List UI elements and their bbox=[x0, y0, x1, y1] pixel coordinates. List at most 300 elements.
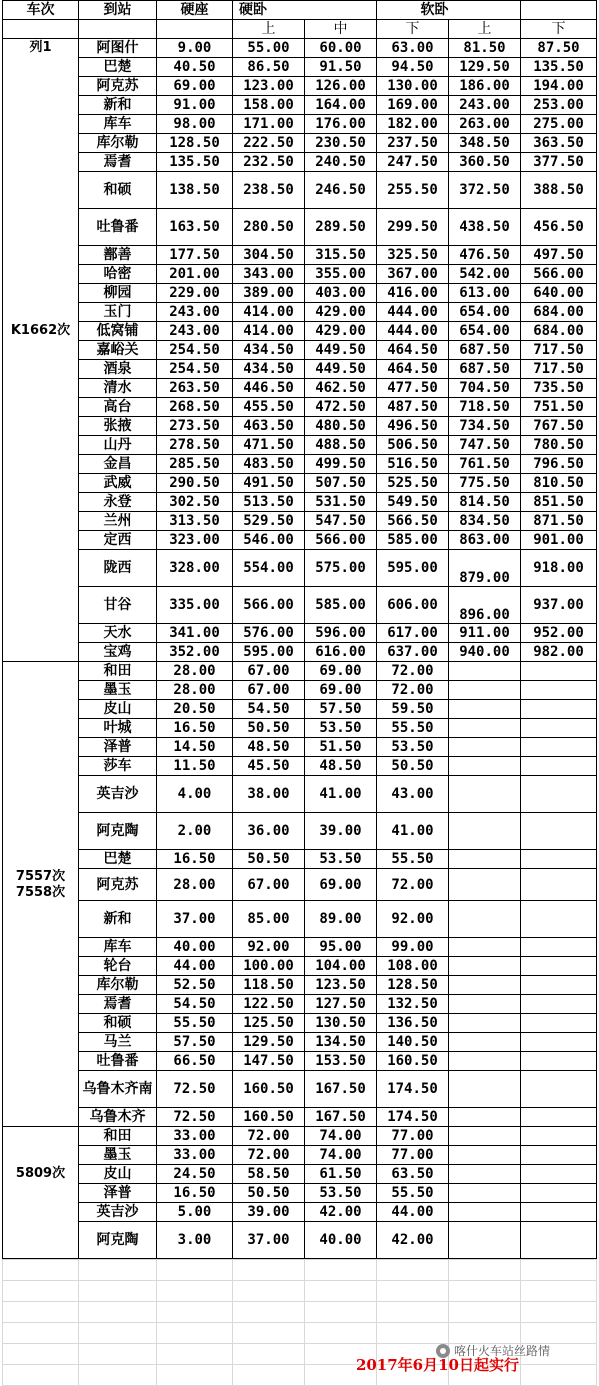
hard-middle-fare: 130.50 bbox=[305, 1014, 377, 1033]
train-cell bbox=[3, 901, 79, 938]
station-name: 墨玉 bbox=[79, 681, 157, 700]
hard-middle-fare: 42.00 bbox=[305, 1203, 377, 1222]
soft-lower-fare: 717.50 bbox=[521, 341, 597, 360]
station-name: 泽普 bbox=[79, 1184, 157, 1203]
hard-upper-fare: 566.00 bbox=[233, 587, 305, 624]
soft-lower-fare bbox=[521, 995, 597, 1014]
table-row bbox=[3, 303, 597, 322]
station-name: 玉门 bbox=[79, 303, 157, 322]
empty-cell bbox=[377, 1323, 449, 1344]
soft-lower-fare bbox=[521, 976, 597, 995]
train-cell bbox=[3, 455, 79, 474]
hard-upper-fare: 50.50 bbox=[233, 850, 305, 869]
empty-cell bbox=[305, 1302, 377, 1323]
station-name: 宝鸡 bbox=[79, 643, 157, 662]
station-name: 柳园 bbox=[79, 284, 157, 303]
hard-middle-fare: 575.00 bbox=[305, 550, 377, 587]
soft-lower-fare: 937.00 bbox=[521, 587, 597, 624]
station-name: 莎车 bbox=[79, 757, 157, 776]
train-cell bbox=[3, 1033, 79, 1052]
table-row bbox=[3, 976, 597, 995]
hard-seat-fare: 302.50 bbox=[157, 493, 233, 512]
hard-seat-fare: 341.00 bbox=[157, 624, 233, 643]
soft-upper-fare bbox=[449, 1108, 521, 1127]
hard-lower-fare: 255.50 bbox=[377, 172, 449, 209]
soft-upper-fare: 896.00 bbox=[449, 587, 521, 624]
hard-seat-fare: 57.50 bbox=[157, 1033, 233, 1052]
soft-lower-fare: 684.00 bbox=[521, 303, 597, 322]
empty-cell bbox=[521, 1323, 597, 1344]
hard-seat-fare: 37.00 bbox=[157, 901, 233, 938]
empty-cell bbox=[233, 1302, 305, 1323]
hard-upper-fare: 147.50 bbox=[233, 1052, 305, 1071]
hard-lower-fare: 182.00 bbox=[377, 115, 449, 134]
soft-lower-fare: 735.50 bbox=[521, 379, 597, 398]
hard-lower-fare: 50.50 bbox=[377, 757, 449, 776]
soft-lower-fare bbox=[521, 1165, 597, 1184]
soft-upper-fare: 654.00 bbox=[449, 322, 521, 341]
soft-upper-fare: 438.50 bbox=[449, 209, 521, 246]
hard-upper-fare: 92.00 bbox=[233, 938, 305, 957]
hard-lower-fare: 487.50 bbox=[377, 398, 449, 417]
table-row bbox=[3, 738, 597, 757]
hard-lower-fare: 506.50 bbox=[377, 436, 449, 455]
hard-seat-fare: 98.00 bbox=[157, 115, 233, 134]
hard-middle-fare: 499.50 bbox=[305, 455, 377, 474]
hard-lower-fare: 595.00 bbox=[377, 550, 449, 587]
hard-seat-fare: 20.50 bbox=[157, 700, 233, 719]
table-row bbox=[3, 813, 597, 850]
empty-cell bbox=[233, 1323, 305, 1344]
hard-middle-fare: 616.00 bbox=[305, 643, 377, 662]
soft-lower-fare bbox=[521, 813, 597, 850]
soft-lower-fare bbox=[521, 776, 597, 813]
empty-cell bbox=[305, 1281, 377, 1302]
hard-seat-fare: 128.50 bbox=[157, 134, 233, 153]
station-name: 库车 bbox=[79, 115, 157, 134]
header-hard-seat: 硬座 bbox=[157, 1, 233, 20]
train-cell bbox=[3, 115, 79, 134]
station-name: 兰州 bbox=[79, 512, 157, 531]
empty-cell bbox=[157, 1302, 233, 1323]
hard-upper-fare: 434.50 bbox=[233, 341, 305, 360]
station-name: 低窝铺 bbox=[79, 322, 157, 341]
hard-seat-fare: 135.50 bbox=[157, 153, 233, 172]
hard-seat-fare: 254.50 bbox=[157, 341, 233, 360]
soft-lower-fare: 717.50 bbox=[521, 360, 597, 379]
station-name: 和田 bbox=[79, 1127, 157, 1146]
station-name: 英吉沙 bbox=[79, 1203, 157, 1222]
soft-lower-fare bbox=[521, 1222, 597, 1259]
hard-lower-fare: 77.00 bbox=[377, 1146, 449, 1165]
hard-seat-fare: 40.00 bbox=[157, 938, 233, 957]
soft-lower-fare: 135.50 bbox=[521, 58, 597, 77]
table-row bbox=[3, 995, 597, 1014]
soft-lower-fare: 253.00 bbox=[521, 96, 597, 115]
table-row bbox=[3, 115, 597, 134]
station-name: 高台 bbox=[79, 398, 157, 417]
soft-upper-fare bbox=[449, 869, 521, 901]
header-soft-upper: 上 bbox=[449, 20, 521, 39]
table-row bbox=[3, 662, 597, 681]
station-name: 金昌 bbox=[79, 455, 157, 474]
hard-lower-fare: 237.50 bbox=[377, 134, 449, 153]
hard-upper-fare: 48.50 bbox=[233, 738, 305, 757]
soft-upper-fare: 186.00 bbox=[449, 77, 521, 96]
table-row bbox=[3, 284, 597, 303]
station-name: 和硕 bbox=[79, 1014, 157, 1033]
soft-lower-fare bbox=[521, 1033, 597, 1052]
hard-lower-fare: 77.00 bbox=[377, 1127, 449, 1146]
train-cell bbox=[3, 1146, 79, 1165]
station-name: 清水 bbox=[79, 379, 157, 398]
soft-lower-fare: 275.00 bbox=[521, 115, 597, 134]
hard-seat-fare: 290.50 bbox=[157, 474, 233, 493]
hard-upper-fare: 389.00 bbox=[233, 284, 305, 303]
hard-seat-fare: 5.00 bbox=[157, 1203, 233, 1222]
station-name: 焉耆 bbox=[79, 995, 157, 1014]
hard-lower-fare: 72.00 bbox=[377, 681, 449, 700]
soft-upper-fare: 718.50 bbox=[449, 398, 521, 417]
empty-cell bbox=[157, 1344, 233, 1365]
hard-upper-fare: 232.50 bbox=[233, 153, 305, 172]
train-cell bbox=[3, 398, 79, 417]
hard-middle-fare: 164.00 bbox=[305, 96, 377, 115]
hard-lower-fare: 44.00 bbox=[377, 1203, 449, 1222]
hard-seat-fare: 335.00 bbox=[157, 587, 233, 624]
table-row bbox=[3, 719, 597, 738]
train-cell bbox=[3, 776, 79, 813]
empty-cell bbox=[79, 1260, 157, 1281]
hard-lower-fare: 63.00 bbox=[377, 39, 449, 58]
header-blank bbox=[3, 20, 79, 39]
hard-upper-fare: 67.00 bbox=[233, 869, 305, 901]
table-row bbox=[3, 39, 597, 58]
soft-lower-fare bbox=[521, 662, 597, 681]
hard-middle-fare: 60.00 bbox=[305, 39, 377, 58]
soft-lower-fare: 982.00 bbox=[521, 643, 597, 662]
soft-lower-fare: 751.50 bbox=[521, 398, 597, 417]
hard-lower-fare: 140.50 bbox=[377, 1033, 449, 1052]
header-blank bbox=[449, 1, 521, 20]
table-row bbox=[3, 901, 597, 938]
hard-lower-fare: 325.50 bbox=[377, 246, 449, 265]
header-row-1 bbox=[3, 1, 597, 20]
train-cell bbox=[3, 1071, 79, 1108]
hard-seat-fare: 268.50 bbox=[157, 398, 233, 417]
header-blank bbox=[305, 1, 377, 20]
soft-lower-fare: 952.00 bbox=[521, 624, 597, 643]
hard-upper-fare: 50.50 bbox=[233, 1184, 305, 1203]
hard-lower-fare: 416.00 bbox=[377, 284, 449, 303]
hard-upper-fare: 158.00 bbox=[233, 96, 305, 115]
train-cell bbox=[3, 550, 79, 587]
soft-upper-fare bbox=[449, 1127, 521, 1146]
table-row bbox=[3, 512, 597, 531]
hard-upper-fare: 171.00 bbox=[233, 115, 305, 134]
hard-seat-fare: 278.50 bbox=[157, 436, 233, 455]
soft-lower-fare bbox=[521, 1014, 597, 1033]
soft-lower-fare bbox=[521, 1146, 597, 1165]
hard-seat-fare: 177.50 bbox=[157, 246, 233, 265]
hard-upper-fare: 100.00 bbox=[233, 957, 305, 976]
train-cell bbox=[3, 757, 79, 776]
station-name: 库车 bbox=[79, 938, 157, 957]
station-name: 阿克苏 bbox=[79, 869, 157, 901]
soft-upper-fare: 734.50 bbox=[449, 417, 521, 436]
hard-middle-fare: 134.50 bbox=[305, 1033, 377, 1052]
station-name: 乌鲁木齐南 bbox=[79, 1071, 157, 1108]
train-cell bbox=[3, 1127, 79, 1146]
header-lower: 下 bbox=[377, 20, 449, 39]
hard-seat-fare: 201.00 bbox=[157, 265, 233, 284]
station-name: 新和 bbox=[79, 96, 157, 115]
hard-lower-fare: 169.00 bbox=[377, 96, 449, 115]
table-row bbox=[3, 700, 597, 719]
hard-seat-fare: 313.50 bbox=[157, 512, 233, 531]
hard-upper-fare: 160.50 bbox=[233, 1108, 305, 1127]
hard-upper-fare: 45.50 bbox=[233, 757, 305, 776]
empty-cell bbox=[521, 1365, 597, 1386]
header-blank bbox=[79, 20, 157, 39]
station-name: 鄯善 bbox=[79, 246, 157, 265]
soft-upper-fare: 863.00 bbox=[449, 531, 521, 550]
hard-seat-fare: 28.00 bbox=[157, 662, 233, 681]
empty-cell bbox=[521, 1260, 597, 1281]
table-row bbox=[3, 246, 597, 265]
soft-lower-fare: 871.50 bbox=[521, 512, 597, 531]
table-row bbox=[3, 938, 597, 957]
train-cell bbox=[3, 153, 79, 172]
hard-lower-fare: 160.50 bbox=[377, 1052, 449, 1071]
empty-cell bbox=[377, 1260, 449, 1281]
train-cell bbox=[3, 1014, 79, 1033]
hard-middle-fare: 230.50 bbox=[305, 134, 377, 153]
station-name: 阿克陶 bbox=[79, 813, 157, 850]
empty-cell bbox=[233, 1365, 305, 1386]
hard-upper-fare: 546.00 bbox=[233, 531, 305, 550]
empty-cell bbox=[157, 1281, 233, 1302]
empty-cell bbox=[233, 1344, 305, 1365]
station-name: 阿克陶 bbox=[79, 1222, 157, 1259]
train-cell bbox=[3, 96, 79, 115]
soft-upper-fare: 775.50 bbox=[449, 474, 521, 493]
soft-upper-fare: 348.50 bbox=[449, 134, 521, 153]
soft-upper-fare bbox=[449, 1033, 521, 1052]
soft-lower-fare bbox=[521, 1052, 597, 1071]
soft-lower-fare: 194.00 bbox=[521, 77, 597, 96]
fare-table bbox=[2, 0, 597, 1259]
table-row bbox=[3, 957, 597, 976]
hard-lower-fare: 247.50 bbox=[377, 153, 449, 172]
soft-lower-fare bbox=[521, 1071, 597, 1108]
soft-lower-fare: 388.50 bbox=[521, 172, 597, 209]
soft-upper-fare: 476.50 bbox=[449, 246, 521, 265]
soft-upper-fare: 940.00 bbox=[449, 643, 521, 662]
hard-lower-fare: 94.50 bbox=[377, 58, 449, 77]
hard-lower-fare: 496.50 bbox=[377, 417, 449, 436]
hard-middle-fare: 240.50 bbox=[305, 153, 377, 172]
hard-upper-fare: 86.50 bbox=[233, 58, 305, 77]
table-row bbox=[3, 153, 597, 172]
hard-lower-fare: 464.50 bbox=[377, 360, 449, 379]
hard-lower-fare: 41.00 bbox=[377, 813, 449, 850]
hard-upper-fare: 54.50 bbox=[233, 700, 305, 719]
hard-upper-fare: 513.50 bbox=[233, 493, 305, 512]
train-cell bbox=[3, 417, 79, 436]
soft-lower-fare: 780.50 bbox=[521, 436, 597, 455]
soft-upper-fare: 687.50 bbox=[449, 341, 521, 360]
hard-seat-fare: 16.50 bbox=[157, 719, 233, 738]
hard-lower-fare: 72.00 bbox=[377, 662, 449, 681]
hard-lower-fare: 55.50 bbox=[377, 850, 449, 869]
hard-lower-fare: 606.00 bbox=[377, 587, 449, 624]
hard-lower-fare: 130.00 bbox=[377, 77, 449, 96]
station-name: 泽普 bbox=[79, 738, 157, 757]
hard-seat-fare: 72.50 bbox=[157, 1071, 233, 1108]
hard-lower-fare: 59.50 bbox=[377, 700, 449, 719]
table-row bbox=[3, 1165, 597, 1184]
soft-lower-fare bbox=[521, 938, 597, 957]
soft-upper-fare bbox=[449, 938, 521, 957]
watermark-text: 喀什火车站丝路情 bbox=[454, 1344, 551, 1358]
table-row bbox=[3, 1052, 597, 1071]
soft-lower-fare bbox=[521, 1184, 597, 1203]
hard-lower-fare: 132.50 bbox=[377, 995, 449, 1014]
soft-upper-fare bbox=[449, 776, 521, 813]
hard-lower-fare: 516.50 bbox=[377, 455, 449, 474]
empty-cell bbox=[449, 1260, 521, 1281]
hard-lower-fare: 444.00 bbox=[377, 322, 449, 341]
soft-lower-fare bbox=[521, 1203, 597, 1222]
hard-upper-fare: 122.50 bbox=[233, 995, 305, 1014]
soft-upper-fare bbox=[449, 957, 521, 976]
table-row bbox=[3, 624, 597, 643]
station-name: 武威 bbox=[79, 474, 157, 493]
hard-upper-fare: 85.00 bbox=[233, 901, 305, 938]
train-cell bbox=[3, 284, 79, 303]
soft-upper-fare bbox=[449, 681, 521, 700]
train-cell bbox=[3, 662, 79, 681]
hard-upper-fare: 483.50 bbox=[233, 455, 305, 474]
hard-seat-fare: 33.00 bbox=[157, 1146, 233, 1165]
hard-seat-fare: 229.00 bbox=[157, 284, 233, 303]
station-name: 吐鲁番 bbox=[79, 1052, 157, 1071]
soft-upper-fare bbox=[449, 757, 521, 776]
hard-upper-fare: 576.00 bbox=[233, 624, 305, 643]
table-row bbox=[3, 398, 597, 417]
soft-upper-fare bbox=[449, 738, 521, 757]
empty-cell bbox=[3, 1344, 79, 1365]
hard-upper-fare: 463.50 bbox=[233, 417, 305, 436]
soft-lower-fare: 497.50 bbox=[521, 246, 597, 265]
table-row bbox=[3, 436, 597, 455]
hard-lower-fare: 128.50 bbox=[377, 976, 449, 995]
hard-seat-fare: 273.50 bbox=[157, 417, 233, 436]
soft-lower-fare bbox=[521, 757, 597, 776]
soft-upper-fare: 360.50 bbox=[449, 153, 521, 172]
table-row bbox=[3, 455, 597, 474]
soft-lower-fare bbox=[521, 1127, 597, 1146]
table-row bbox=[3, 1127, 597, 1146]
hard-lower-fare: 108.00 bbox=[377, 957, 449, 976]
soft-upper-fare: 687.50 bbox=[449, 360, 521, 379]
header-middle: 中 bbox=[305, 20, 377, 39]
train-cell bbox=[3, 643, 79, 662]
empty-cell bbox=[377, 1281, 449, 1302]
hard-upper-fare: 222.50 bbox=[233, 134, 305, 153]
train-cell bbox=[3, 341, 79, 360]
station-name: 定西 bbox=[79, 531, 157, 550]
hard-seat-fare: 28.00 bbox=[157, 681, 233, 700]
hard-middle-fare: 355.00 bbox=[305, 265, 377, 284]
soft-upper-fare bbox=[449, 719, 521, 738]
train-cell bbox=[3, 493, 79, 512]
soft-lower-fare: 901.00 bbox=[521, 531, 597, 550]
station-name: 新和 bbox=[79, 901, 157, 938]
hard-seat-fare: 323.00 bbox=[157, 531, 233, 550]
empty-cell bbox=[79, 1281, 157, 1302]
table-row bbox=[3, 360, 597, 379]
hard-seat-fare: 44.00 bbox=[157, 957, 233, 976]
hard-middle-fare: 127.50 bbox=[305, 995, 377, 1014]
table-row bbox=[3, 96, 597, 115]
header-blank bbox=[157, 20, 233, 39]
hard-seat-fare: 4.00 bbox=[157, 776, 233, 813]
station-name: 皮山 bbox=[79, 1165, 157, 1184]
soft-upper-fare bbox=[449, 1203, 521, 1222]
hard-seat-fare: 243.00 bbox=[157, 322, 233, 341]
hard-lower-fare: 525.50 bbox=[377, 474, 449, 493]
soft-upper-fare bbox=[449, 1071, 521, 1108]
soft-lower-fare bbox=[521, 738, 597, 757]
hard-middle-fare: 39.00 bbox=[305, 813, 377, 850]
hard-seat-fare: 2.00 bbox=[157, 813, 233, 850]
hard-middle-fare: 74.00 bbox=[305, 1146, 377, 1165]
hard-lower-fare: 136.50 bbox=[377, 1014, 449, 1033]
train-cell bbox=[3, 436, 79, 455]
hard-seat-fare: 69.00 bbox=[157, 77, 233, 96]
hard-middle-fare: 167.50 bbox=[305, 1071, 377, 1108]
train-cell bbox=[3, 474, 79, 493]
hard-middle-fare: 315.50 bbox=[305, 246, 377, 265]
hard-upper-fare: 280.50 bbox=[233, 209, 305, 246]
table-row bbox=[3, 1014, 597, 1033]
empty-cell bbox=[3, 1302, 79, 1323]
hard-middle-fare: 153.50 bbox=[305, 1052, 377, 1071]
station-name: 张掖 bbox=[79, 417, 157, 436]
soft-upper-fare: 761.50 bbox=[449, 455, 521, 474]
soft-upper-fare bbox=[449, 1184, 521, 1203]
train-cell bbox=[3, 77, 79, 96]
table-row bbox=[3, 1222, 597, 1259]
train-cell bbox=[3, 1052, 79, 1071]
train-cell bbox=[3, 531, 79, 550]
hard-seat-fare: 66.50 bbox=[157, 1052, 233, 1071]
hard-seat-fare: 14.50 bbox=[157, 738, 233, 757]
hard-seat-fare: 33.00 bbox=[157, 1127, 233, 1146]
hard-seat-fare: 24.50 bbox=[157, 1165, 233, 1184]
train-cell: 7557次 7558次 bbox=[3, 869, 79, 901]
hard-lower-fare: 43.00 bbox=[377, 776, 449, 813]
soft-lower-fare bbox=[521, 700, 597, 719]
hard-upper-fare: 37.00 bbox=[233, 1222, 305, 1259]
hard-seat-fare: 40.50 bbox=[157, 58, 233, 77]
empty-cell bbox=[305, 1323, 377, 1344]
hard-upper-fare: 455.50 bbox=[233, 398, 305, 417]
hard-seat-fare: 243.00 bbox=[157, 303, 233, 322]
soft-upper-fare: 542.00 bbox=[449, 265, 521, 284]
